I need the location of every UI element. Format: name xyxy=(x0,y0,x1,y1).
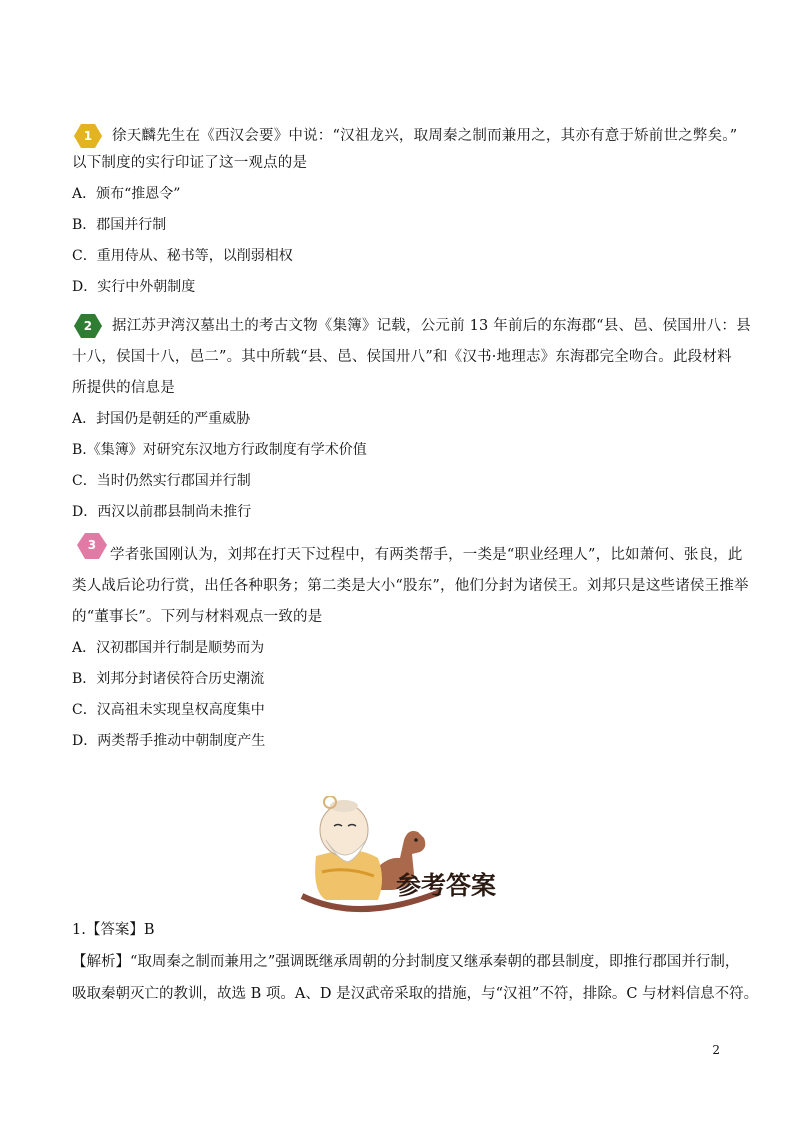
answer-banner xyxy=(300,796,530,918)
question-number-badge: 2 xyxy=(74,313,102,339)
analysis-line: 【解析】“取周秦之制而兼用之”强调既继承周朝的分封制度又继承秦朝的郡县制度，即推行郡国并行制， xyxy=(72,954,740,970)
question-stem-line: 类人战后论功行赏，出任各种职务；第二类是大小“股东”，他们分封为诸侯王。刘邦只是这些诸侯王推举 xyxy=(72,578,749,594)
option-c: C．当时仍然实行郡国并行制 xyxy=(72,473,251,489)
analysis-line: 吸取秦朝灭亡的教训，故选 B 项。A、D 是汉武帝采取的措施，与“汉祖”不符，排除。C 与材料信息不符。 xyxy=(72,986,759,1002)
option-d: D．两类帮手推动中朝制度产生 xyxy=(72,733,266,749)
question-stem-line: 1 徐天麟先生在《西汉会要》中说：“汉祖龙兴，取周秦之制而兼用之，其亦有意于矫前世之弊矣。” xyxy=(72,121,732,152)
question-stem-line: 的“董事长”。下列与材料观点一致的是 xyxy=(72,609,323,625)
question-2 xyxy=(72,311,751,528)
option-c: C．汉高祖未实现皇权高度集中 xyxy=(72,702,265,718)
option-a: A．封国仍是朝廷的严重威胁 xyxy=(72,411,251,427)
question-1 xyxy=(72,121,738,303)
option-d: D．西汉以前郡县制尚未推行 xyxy=(72,504,252,520)
banner-title: 参考答案 xyxy=(396,871,497,900)
question-stem-line: 所提供的信息是 xyxy=(72,380,175,396)
option-a: A．汉初郡国并行制是顺势而为 xyxy=(72,640,265,656)
question-stem-line: 3 学者张国刚认为，刘邦在打天下过程中，有两类帮手，一类是“职业经理人”，比如萧何、张良，此 xyxy=(72,540,732,571)
question-stem-line: 以下制度的实行印证了这一观点的是 xyxy=(72,155,308,171)
option-b: B．刘邦分封诸侯符合历史潮流 xyxy=(72,671,265,687)
page-number: 2 xyxy=(712,1043,720,1057)
question-stem-line: 2 据江苏尹湾汉墓出土的考古文物《集簿》记载，公元前 13 年前后的东海郡“县、邑、侯国卅八：县 xyxy=(72,311,732,342)
answer-section xyxy=(72,914,759,1010)
scholar-illustration-icon xyxy=(300,796,530,918)
option-a: A．颁布“推恩令” xyxy=(72,186,181,202)
option-d: D．实行中外朝制度 xyxy=(72,279,196,295)
option-b: B.《集簿》对研究东汉地方行政制度有学术价值 xyxy=(72,442,367,458)
question-number-badge: 3 xyxy=(76,532,108,564)
question-3 xyxy=(72,538,749,757)
answer-line: 1.【答案】B xyxy=(72,922,155,938)
option-b: B．郡国并行制 xyxy=(72,217,167,233)
option-c: C．重用侍从、秘书等，以削弱相权 xyxy=(72,248,293,264)
question-stem-line: 十八，侯国十八，邑二”。其中所载“县、邑、侯国卅八”和《汉书·地理志》东海郡完全吻合。此段材料 xyxy=(72,349,732,365)
question-number-badge: 1 xyxy=(74,123,102,149)
